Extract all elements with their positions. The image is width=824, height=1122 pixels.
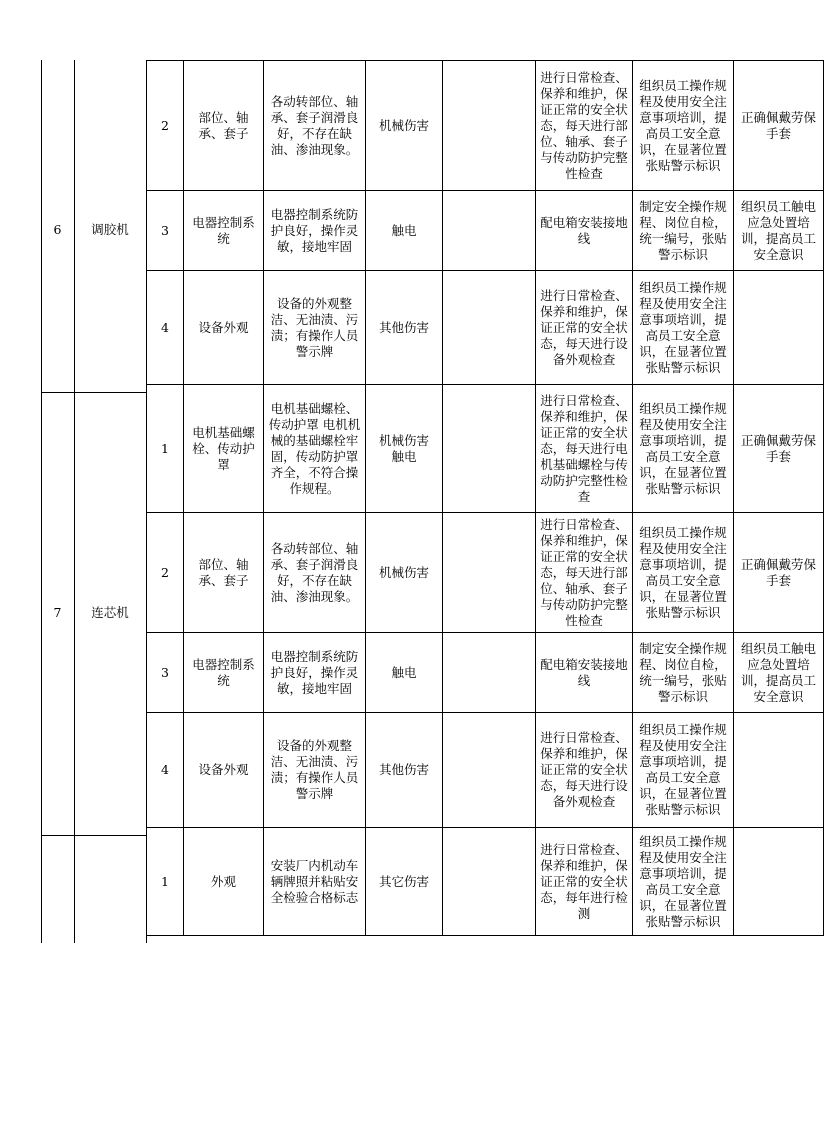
cell-ppe-measure-text: 组织员工触电应急处置培训，提高员工安全意识 xyxy=(740,198,816,262)
cell-standard-requirement-text: 设备的外观整洁、无油渍、污渍；有操作人员警示牌 xyxy=(270,738,359,801)
cell-inspection-item xyxy=(184,191,264,271)
cell-management-measure xyxy=(633,271,734,385)
cell-ppe-measure xyxy=(734,713,824,828)
cell-hazard-factor xyxy=(366,513,443,633)
cell-hazard-factor xyxy=(366,61,443,191)
cell-engineering-measure xyxy=(443,513,536,633)
table-row xyxy=(147,191,824,271)
cell-no-text: 3 xyxy=(161,664,169,680)
cell-no xyxy=(147,271,184,385)
cell-control-measure-text: 配电箱安装接地线 xyxy=(540,656,628,688)
table-row xyxy=(147,828,824,936)
risk-assessment-table xyxy=(146,60,824,936)
cell-no-text: 3 xyxy=(161,222,169,238)
cell-ppe-measure xyxy=(734,271,824,385)
cell-standard-requirement xyxy=(264,828,366,936)
cell-ppe-measure xyxy=(734,61,824,191)
cell-control-measure-text: 进行日常检查、保养和维护，保证正常的安全状态，每天进行部位、轴承、套子与传动防护完整性检查 xyxy=(540,516,628,628)
cell-engineering-measure xyxy=(443,191,536,271)
cell-management-measure xyxy=(633,633,734,713)
cell-control-measure xyxy=(536,191,633,271)
cell-hazard-factor xyxy=(366,271,443,385)
cell-management-measure-text: 组织员工操作规程及使用安全注意事项培训，提高员工安全意识，在显著位置张贴警示标识 xyxy=(639,524,727,620)
equipment-spine-columns xyxy=(41,60,147,943)
cell-standard-requirement xyxy=(264,385,366,513)
cell-hazard-factor xyxy=(366,633,443,713)
cell-standard-requirement xyxy=(264,271,366,385)
cell-no-text: 1 xyxy=(161,873,169,889)
cell-management-measure-text: 组织员工操作规程及使用安全注意事项培训，提高员工安全意识，在显著位置张贴警示标识 xyxy=(639,279,727,375)
cell-inspection-item xyxy=(184,61,264,191)
cell-inspection-item-text: 外观 xyxy=(210,873,236,889)
cell-management-measure-text: 组织员工操作规程及使用安全注意事项培训，提高员工安全意识，在显著位置张贴警示标识 xyxy=(639,77,727,173)
cell-no-text: 1 xyxy=(161,440,169,456)
cell-inspection-item-text: 部位、轴承、套子 xyxy=(198,109,249,141)
cell-ppe-measure xyxy=(734,513,824,633)
cell-ppe-measure xyxy=(734,191,824,271)
table-row xyxy=(147,385,824,513)
cell-group-index: 6 xyxy=(53,221,62,237)
cell-hazard-factor-text: 机械伤害 xyxy=(378,117,429,133)
cell-hazard-factor-text: 触电 xyxy=(391,664,417,680)
cell-control-measure-text: 配电箱安装接地线 xyxy=(540,214,628,246)
cell-no-text: 4 xyxy=(161,319,169,335)
cell-control-measure-text: 进行日常检查、保养和维护，保证正常的安全状态，每天进行部位、轴承、套子与传动防护完整性检查 xyxy=(540,69,628,181)
cell-inspection-item xyxy=(184,271,264,385)
cell-standard-requirement xyxy=(264,191,366,271)
cell-no xyxy=(147,385,184,513)
cell-no xyxy=(147,713,184,828)
cell-inspection-item-text: 电器控制系统 xyxy=(192,656,255,688)
cell-management-measure xyxy=(633,61,734,191)
cell-inspection-item xyxy=(184,633,264,713)
cell-management-measure-text: 组织员工操作规程及使用安全注意事项培训，提高员工安全意识，在显著位置张贴警示标识 xyxy=(639,400,727,496)
cell-control-measure-text: 进行日常检查、保养和维护，保证正常的安全状态，每天进行设备外观检查 xyxy=(540,287,628,367)
cell-inspection-item-text: 设备外观 xyxy=(198,762,249,777)
cell-control-measure xyxy=(536,633,633,713)
cell-control-measure-text: 进行日常检查、保养和维护，保证正常的安全状态，每天进行电机基础螺栓与传动防护完整性检查 xyxy=(540,392,628,504)
cell-standard-requirement xyxy=(264,633,366,713)
cell-management-measure xyxy=(633,385,734,513)
cell-hazard-factor-text: 机械伤害 xyxy=(378,564,429,580)
cell-management-measure xyxy=(633,191,734,271)
cell-standard-requirement-text: 电器控制系统防护良好，操作灵敏，接地牢固 xyxy=(270,206,359,254)
cell-no xyxy=(147,513,184,633)
cell-group-index xyxy=(41,835,74,943)
cell-engineering-measure xyxy=(443,713,536,828)
cell-control-measure-text: 进行日常检查、保养和维护，保证正常的安全状态，每年进行检测 xyxy=(540,841,628,921)
cell-inspection-item xyxy=(184,828,264,936)
cell-ppe-measure-text: 正确佩戴劳保手套 xyxy=(740,432,816,464)
cell-equipment-name: 连芯机 xyxy=(91,605,129,621)
cell-control-measure-text: 进行日常检查、保养和维护，保证正常的安全状态，每天进行设备外观检查 xyxy=(540,730,628,809)
cell-standard-requirement xyxy=(264,713,366,828)
cell-group-index: 7 xyxy=(53,605,62,621)
cell-ppe-measure xyxy=(734,385,824,513)
cell-hazard-factor-text: 机械伤害 触电 xyxy=(378,432,429,464)
cell-standard-requirement-text: 安装厂内机动车辆牌照并粘贴安全检验合格标志 xyxy=(270,857,359,905)
cell-inspection-item-text: 设备外观 xyxy=(198,319,249,335)
cell-equipment-name xyxy=(74,835,146,943)
cell-management-measure-text: 制定安全操作规程、岗位自检，统一编号，张贴警示标识 xyxy=(639,198,727,262)
cell-no xyxy=(147,191,184,271)
cell-standard-requirement-text: 各动转部位、轴承、套子润滑良好，不存在缺油、渗油现象。 xyxy=(270,540,359,604)
cell-hazard-factor xyxy=(366,191,443,271)
cell-hazard-factor-text: 其他伤害 xyxy=(378,319,429,335)
cell-management-measure xyxy=(633,828,734,936)
cell-hazard-factor-text: 触电 xyxy=(391,222,417,238)
cell-no xyxy=(147,633,184,713)
cell-hazard-factor xyxy=(366,828,443,936)
cell-ppe-measure xyxy=(734,633,824,713)
cell-standard-requirement-text: 电器控制系统防护良好，操作灵敏，接地牢固 xyxy=(270,648,359,696)
table-row xyxy=(147,633,824,713)
cell-engineering-measure xyxy=(443,633,536,713)
cell-control-measure xyxy=(536,828,633,936)
cell-inspection-item xyxy=(184,713,264,828)
cell-inspection-item-text: 部位、轴承、套子 xyxy=(198,556,249,588)
cell-control-measure xyxy=(536,61,633,191)
cell-management-measure xyxy=(633,513,734,633)
cell-engineering-measure xyxy=(443,271,536,385)
table-row xyxy=(147,271,824,385)
cell-no xyxy=(147,61,184,191)
cell-ppe-measure-text: 组织员工触电应急处置培训，提高员工安全意识 xyxy=(740,640,816,704)
cell-no-text: 2 xyxy=(161,564,169,580)
cell-inspection-item xyxy=(184,513,264,633)
table-row xyxy=(147,713,824,828)
cell-ppe-measure-text: 正确佩戴劳保手套 xyxy=(740,556,816,588)
cell-inspection-item xyxy=(184,385,264,513)
cell-engineering-measure xyxy=(443,828,536,936)
table-row xyxy=(147,513,824,633)
table-row xyxy=(147,61,824,191)
cell-control-measure xyxy=(536,385,633,513)
cell-control-measure xyxy=(536,271,633,385)
cell-management-measure xyxy=(633,713,734,828)
cell-management-measure-text: 组织员工操作规程及使用安全注意事项培训，提高员工安全意识，在显著位置张贴警示标识 xyxy=(639,833,727,929)
cell-ppe-measure-text: 正确佩戴劳保手套 xyxy=(740,109,816,141)
cell-engineering-measure xyxy=(443,385,536,513)
cell-no-text: 4 xyxy=(161,762,169,777)
cell-management-measure-text: 组织员工操作规程及使用安全注意事项培训，提高员工安全意识，在显著位置张贴警示标识 xyxy=(639,722,727,817)
cell-engineering-measure xyxy=(443,61,536,191)
cell-control-measure xyxy=(536,713,633,828)
cell-hazard-factor-text: 其它伤害 xyxy=(378,873,429,889)
cell-inspection-item-text: 电器控制系统 xyxy=(192,214,255,246)
cell-control-measure xyxy=(536,513,633,633)
cell-inspection-item-text: 电机基础螺栓、传动护罩 xyxy=(192,424,255,472)
cell-standard-requirement-text: 电机基础螺栓、传动护罩 电机机械的基础螺栓牢固，传动防护罩齐全，不符合操作规程。 xyxy=(268,400,361,496)
cell-standard-requirement-text: 设备的外观整洁、无油渍、污渍；有操作人员警示牌 xyxy=(270,295,359,359)
cell-standard-requirement xyxy=(264,61,366,191)
cell-no-text: 2 xyxy=(161,117,169,133)
cell-hazard-factor-text: 其他伤害 xyxy=(378,762,429,777)
cell-standard-requirement xyxy=(264,513,366,633)
cell-hazard-factor xyxy=(366,713,443,828)
cell-equipment-name: 调胶机 xyxy=(91,221,129,237)
cell-standard-requirement-text: 各动转部位、轴承、套子润滑良好，不存在缺油、渗油现象。 xyxy=(270,93,359,157)
cell-hazard-factor xyxy=(366,385,443,513)
cell-ppe-measure xyxy=(734,828,824,936)
cell-management-measure-text: 制定安全操作规程、岗位自检，统一编号，张贴警示标识 xyxy=(639,640,727,704)
cell-no xyxy=(147,828,184,936)
